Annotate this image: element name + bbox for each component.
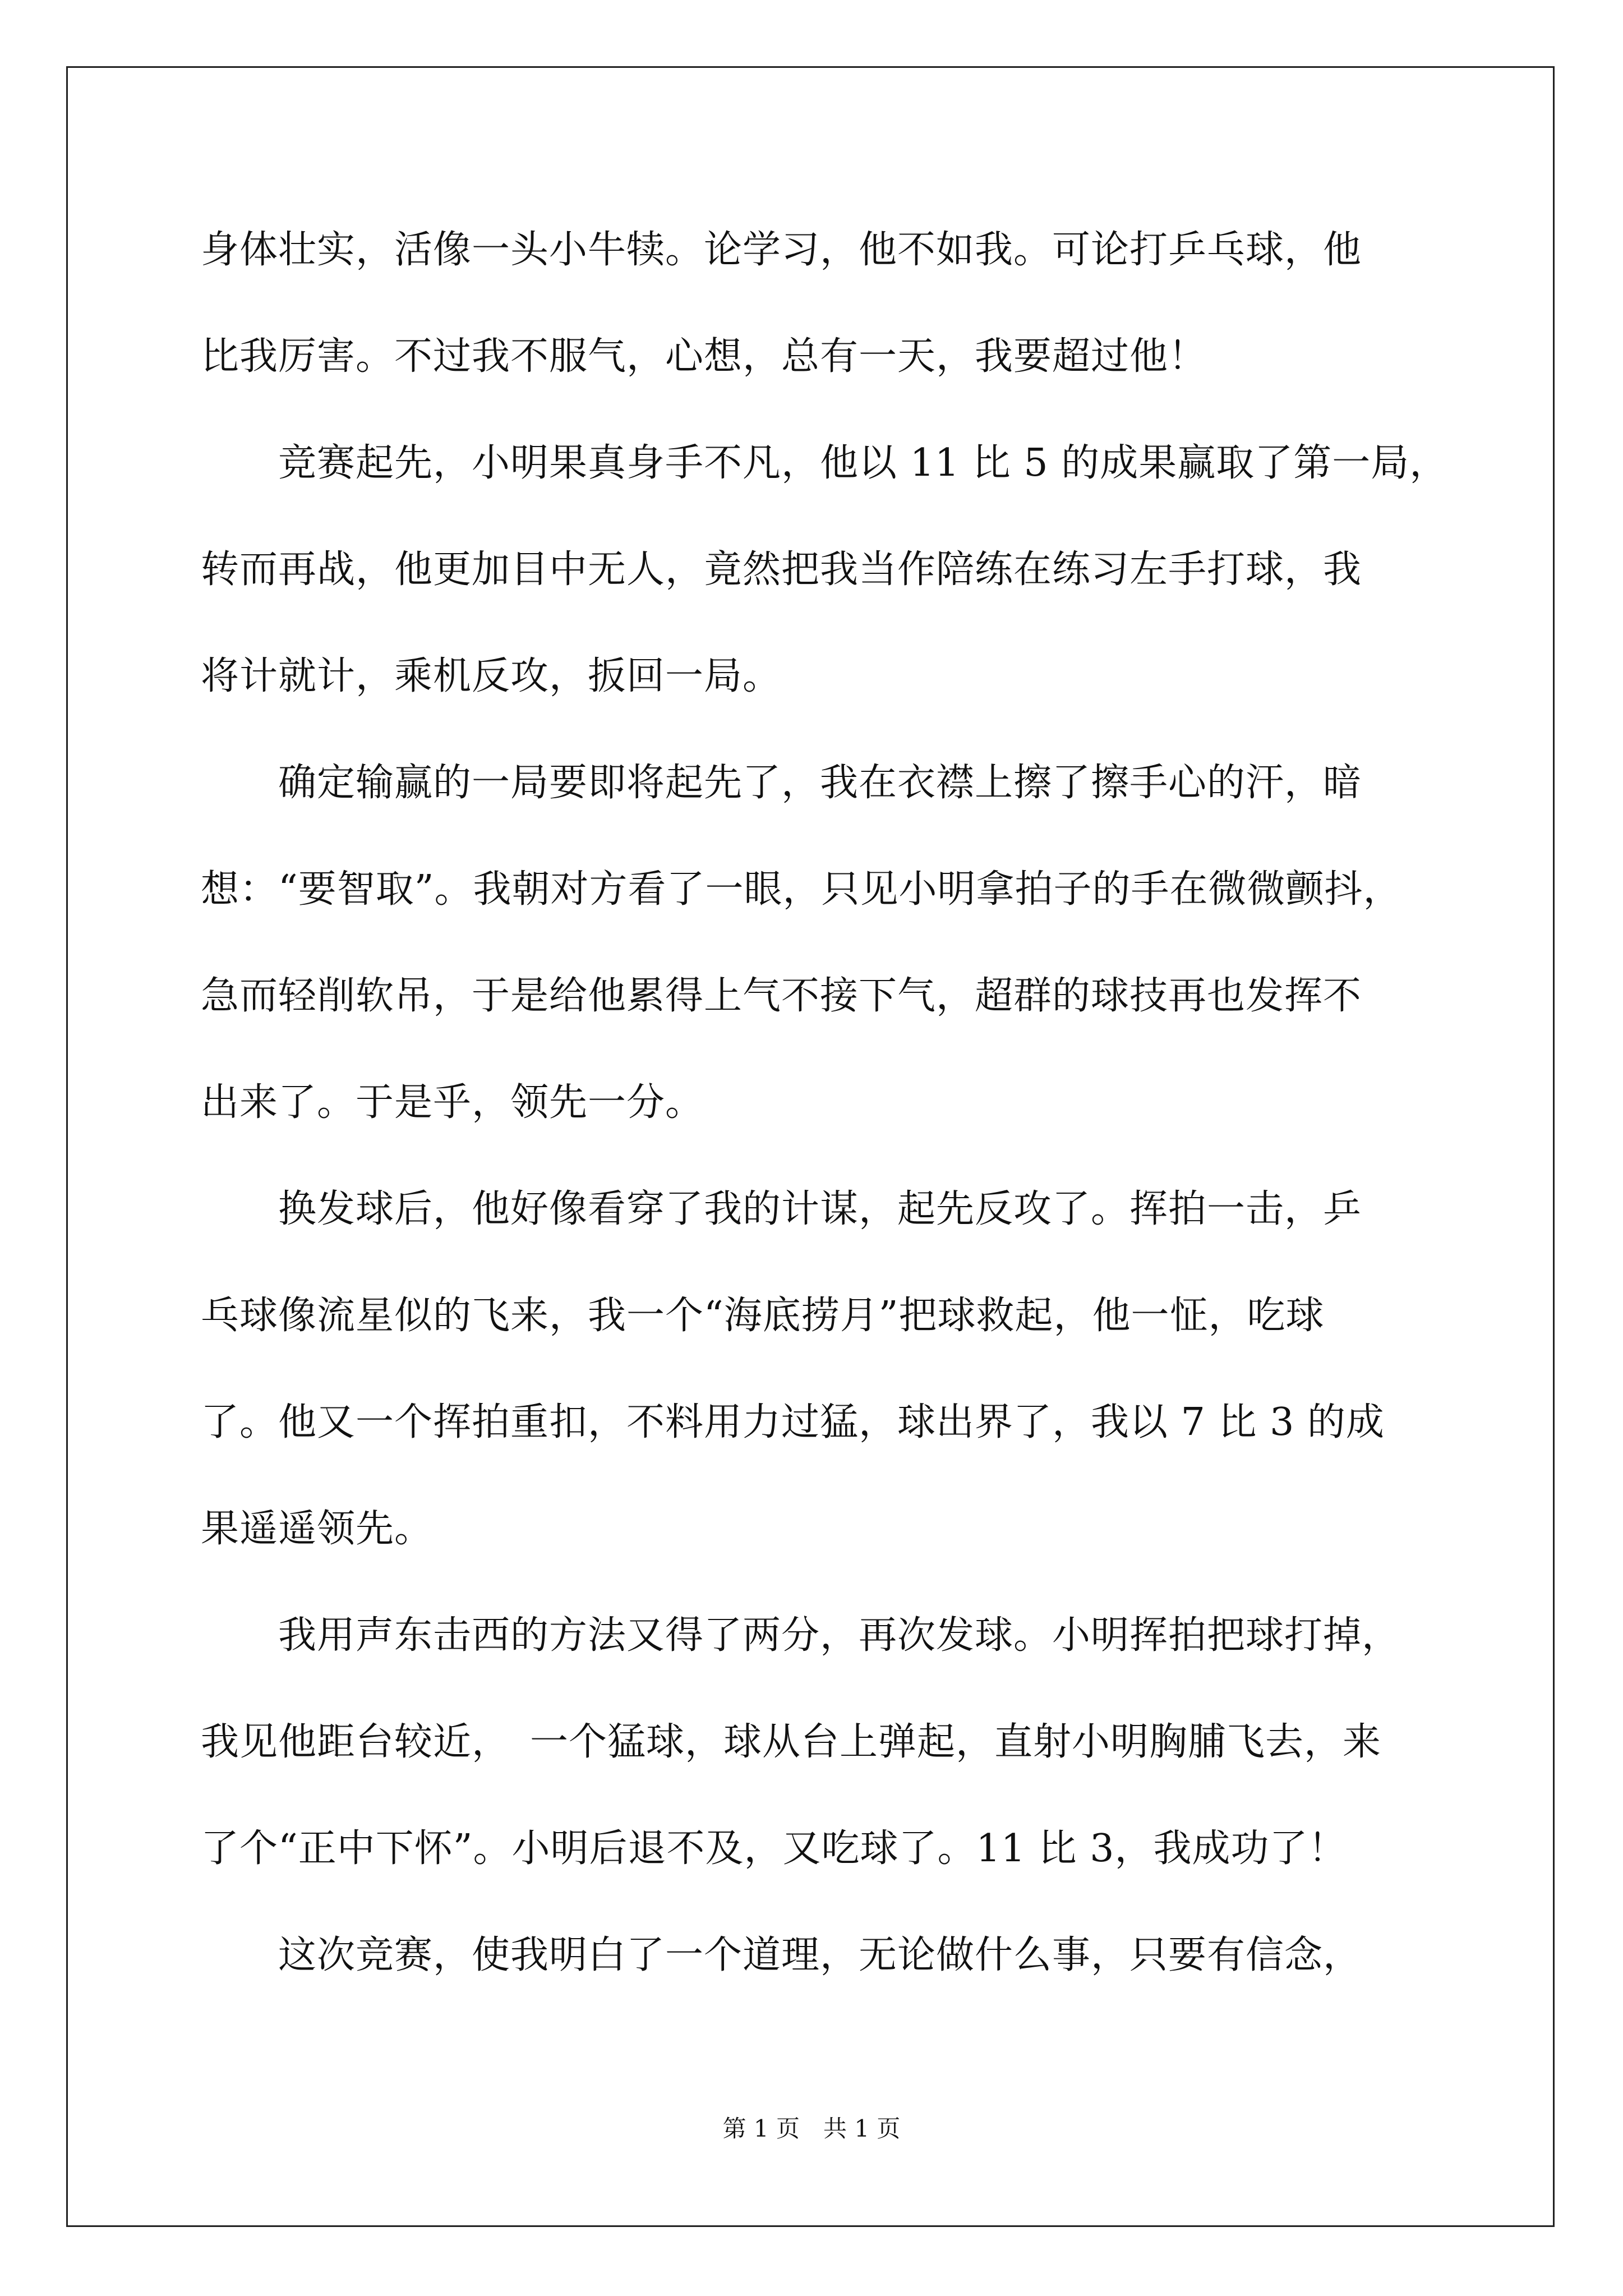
text-line: 出来了。于是乎，领先一分。 [201,1080,704,1125]
text-line: 比我厉害。不过我不服气，心想，总有一天，我要超过他！ [201,334,1207,379]
text-line: 乓球像流星似的飞来，我一个“海底捞月”把球救起，他一怔，吃球 [201,1294,1325,1338]
text-line: 我用声东击西的方法又得了两分，再次发球。小明挥拍把球打掉， [201,1613,1401,1658]
text-line: 想：“要智取”。我朝对方看了一眼，只见小明拿拍子的手在微微颤抖， [201,867,1402,912]
text-line: 身体壮实，活像一头小牛犊。论学习，他不如我。可论打乒乓球，他 [201,228,1362,272]
text-line: 将计就计，乘机反攻，扳回一局。 [201,654,782,698]
text-line: 换发球后，他好像看穿了我的计谋，起先反攻了。挥拍一击，乒 [201,1187,1362,1231]
page-border [66,66,1555,2227]
text-line: 我见他距台较近， 一个猛球，球从台上弹起，直射小明胸脯飞去，来 [201,1720,1382,1764]
text-line: 这次竞赛，使我明白了一个道理，无论做什么事，只要有信念， [201,1933,1362,1977]
text-line: 确定输赢的一局要即将起先了，我在衣襟上擦了擦手心的汗，暗 [201,761,1362,805]
text-line: 了个“正中下怀”。小明后退不及，又吃球了。11 比 3，我成功了！ [201,1826,1347,1871]
text-line: 转而再战，他更加目中无人，竟然把我当作陪练在练习左手打球，我 [201,547,1362,592]
text-line: 急而轻削软吊，于是给他累得上气不接下气，超群的球技再也发挥不 [201,974,1362,1018]
text-line: 了。他又一个挥拍重扣，不料用力过猛，球出界了，我以 7 比 3 的成 [201,1400,1385,1444]
text-line: 果遥遥领先。 [201,1507,434,1551]
text-line: 竞赛起先，小明果真身手不凡，他以 11 比 5 的成果赢取了第一局， [201,441,1449,485]
page-footer: 第 1 页 共 1 页 [722,2115,901,2142]
